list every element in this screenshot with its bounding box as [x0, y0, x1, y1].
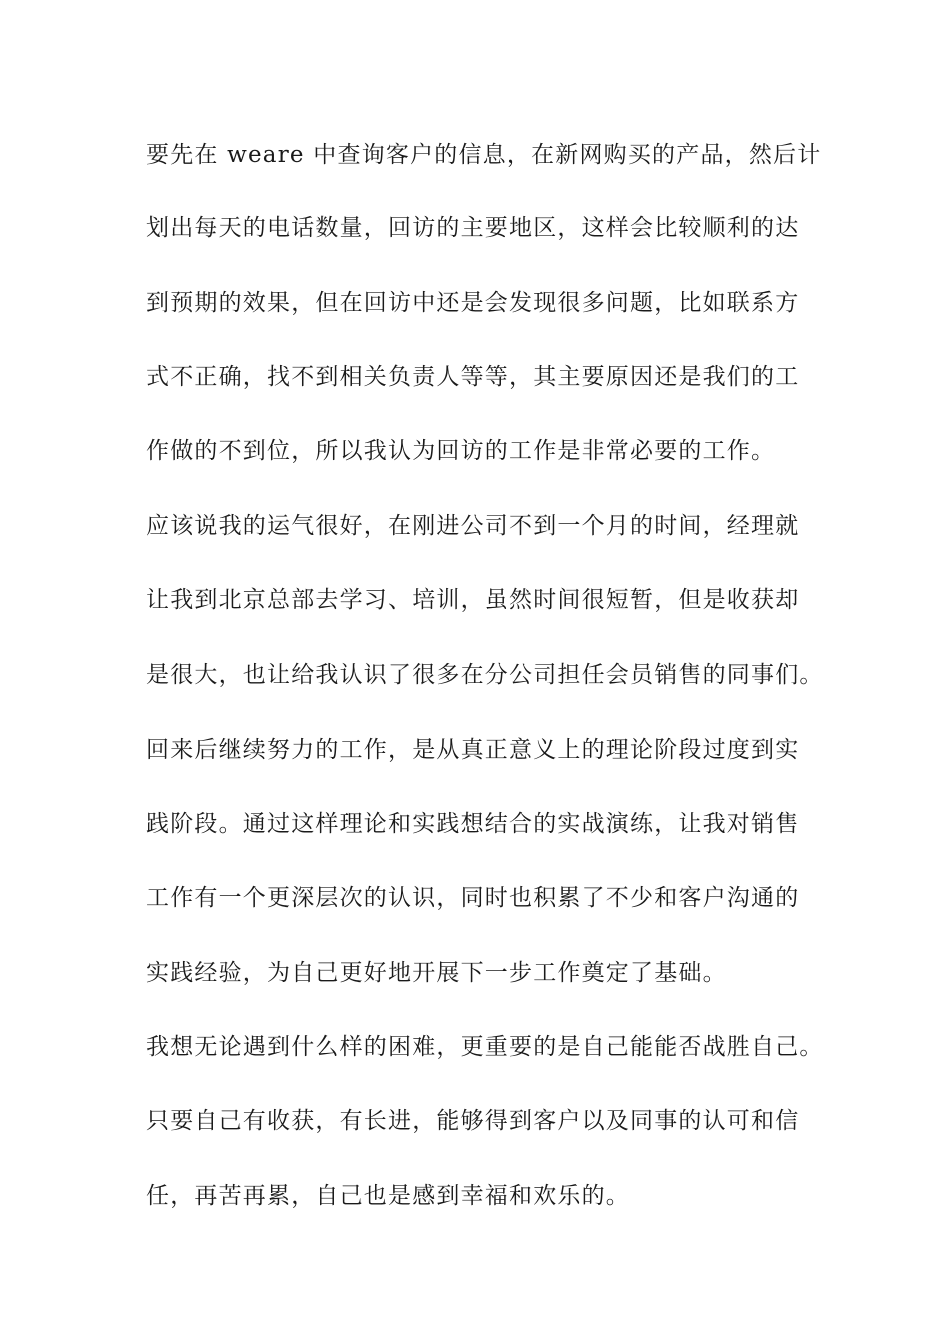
- text-line: 只要自己有收获，有长进，能够得到客户以及同事的认可和信: [146, 1108, 800, 1134]
- text-line: 到预期的效果，但在回访中还是会发现很多问题，比如联系方: [146, 290, 800, 316]
- text-line: 应该说我的运气很好，在刚进公司不到一个月的时间，经理就: [146, 513, 800, 539]
- text-line: 我想无论遇到什么样的困难，更重要的是自己能能否战胜自己。: [146, 1034, 824, 1060]
- text-line: 要先在 weare 中查询客户的信息，在新网购买的产品，然后计: [146, 142, 822, 168]
- text-line: 式不正确，找不到相关负责人等等，其主要原因还是我们的工: [146, 364, 800, 390]
- text-line: 实践经验，为自己更好地开展下一步工作奠定了基础。: [146, 960, 727, 986]
- text-line: 是很大，也让给我认识了很多在分公司担任会员销售的同事们。: [146, 662, 824, 688]
- text-line: 作做的不到位，所以我认为回访的工作是非常必要的工作。: [146, 438, 776, 464]
- text-line: 任，再苦再累，自己也是感到幸福和欢乐的。: [146, 1183, 630, 1209]
- text-line: 践阶段。通过这样理论和实践想结合的实战演练，让我对销售: [146, 811, 800, 837]
- text-line: 划出每天的电话数量，回访的主要地区，这样会比较顺利的达: [146, 215, 800, 241]
- text-line: 回来后继续努力的工作，是从真正意义上的理论阶段过度到实: [146, 737, 800, 763]
- text-line: 让我到北京总部去学习、培训，虽然时间很短暂，但是收获却: [146, 587, 800, 613]
- text-line: 工作有一个更深层次的认识，同时也积累了不少和客户沟通的: [146, 885, 800, 911]
